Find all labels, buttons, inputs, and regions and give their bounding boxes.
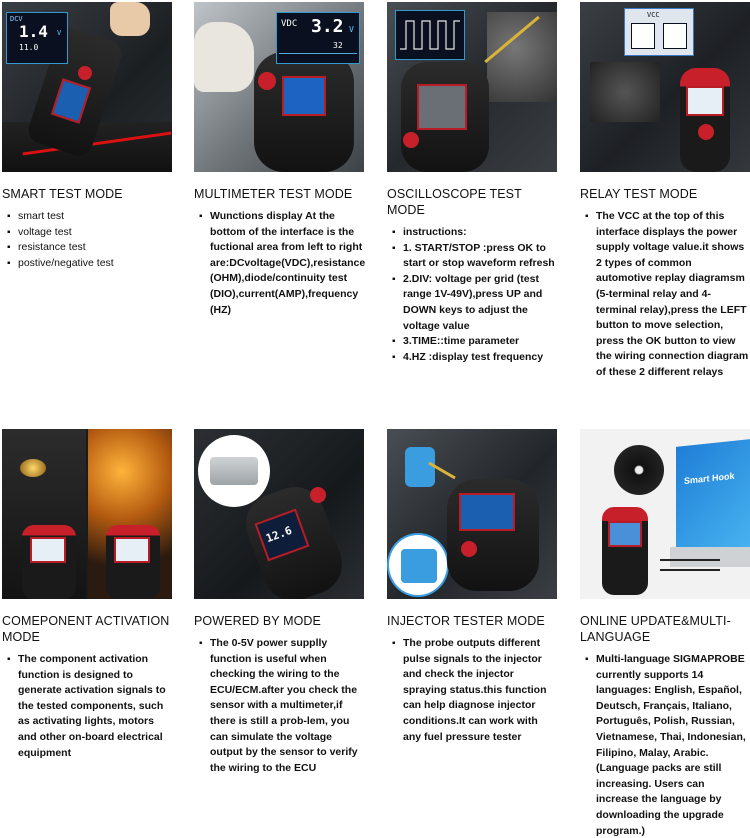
card-component-activation [2, 429, 172, 761]
oscilloscope-photo [387, 2, 557, 172]
list-item: ▪ The component activation function is designed to generate activation signals to the tested components, such as activating lights, motors and other on-board electrical equipment [8, 652, 172, 761]
injector-connector [405, 447, 435, 487]
card-title: ONLINE UPDATE&MULTI-LANGUAGE [580, 614, 731, 644]
device-screen [30, 537, 66, 563]
injector-photo [387, 429, 557, 599]
engine [487, 12, 557, 102]
device-screen [686, 86, 724, 116]
probe-device [680, 68, 730, 172]
bullet-list [194, 209, 364, 318]
bullet-list [387, 636, 557, 745]
card-title: SMART TEST MODE [2, 187, 123, 201]
injector-callout [387, 533, 449, 597]
device-screen [608, 521, 642, 547]
list-item: ▪ 1. START/STOP :press OK to start or stop waveform refresh [393, 241, 557, 272]
card-title: INJECTOR TESTER MODE [387, 614, 545, 628]
card-relay [580, 2, 750, 381]
device-screen [282, 76, 326, 116]
device-screen [114, 537, 150, 563]
screen-value: 1.4 [19, 22, 48, 41]
laptop-base [670, 547, 750, 567]
list-item: ▪ 2.DIV: voltage per grid (test range 1V-49V),press UP and DOWN keys to adjust the voltage value [393, 272, 557, 334]
bullet-list [580, 209, 750, 381]
card-title: COMEPONENT ACTIVATION MODE [2, 614, 170, 644]
list-item: ▪ resistance test [8, 240, 172, 256]
multimeter-photo [194, 2, 364, 172]
card-title: RELAY TEST MODE [580, 187, 698, 201]
screen-sub-value: 11.0 [19, 43, 39, 52]
list-item: ▪ voltage test [8, 225, 172, 241]
bullet-list [387, 225, 557, 365]
list-item: ▪ The 0-5V power supplly function is useful when checking the wiring to the ECU/ECM.after you check the sensor with a multimeter,if there is still a prob-lem, you can simulate the voltage output by the sensor to verify the wiring to the ECU [200, 636, 364, 776]
laptop-label: Smart Hook [684, 470, 735, 487]
smart-test-photo [2, 2, 172, 172]
screen-value: 12.6 [264, 523, 294, 546]
screen-mode-label: DCV [10, 15, 23, 23]
zoomed-screen [276, 12, 360, 64]
screen-mode-label: VDC [281, 19, 298, 29]
relay-4-terminal-icon [663, 23, 687, 49]
zoomed-screen [6, 12, 68, 64]
powered-by-photo [194, 429, 364, 599]
card-title: MULTIMETER TEST MODE [194, 187, 353, 201]
lamp-icon [20, 459, 46, 477]
screen-sub-value: 32 [333, 41, 343, 50]
ecu-callout [198, 435, 270, 507]
device-screen [417, 84, 467, 130]
list-item: ▪ The VCC at the top of this interface displays the power supply voltage value.it shows 2 types of common automotive replay diagramsm (5-terminal relay and 4-terminal relay),press the LEFT button to move selection, press the OK button to view the wiring connection diagram of these 2 different relays [586, 209, 750, 381]
card-oscilloscope [387, 2, 557, 365]
cable [660, 569, 720, 571]
injector-icon [401, 549, 437, 583]
ok-button-icon [78, 66, 92, 80]
function-bar [279, 53, 357, 60]
zoomed-screen [624, 8, 694, 56]
bullet-list [580, 652, 750, 838]
screen-unit: V [57, 29, 62, 37]
card-powered-by [194, 429, 364, 776]
relay-5-terminal-icon [631, 23, 655, 49]
list-item: ▪ smart test [8, 209, 172, 225]
ok-button-icon [403, 132, 419, 148]
relay-photo [580, 2, 750, 172]
laptop-screen [676, 439, 750, 557]
list-item: ▪ 4.HZ :display test frequency [393, 350, 557, 366]
ok-button-icon [258, 72, 276, 90]
bullet-list [2, 652, 172, 761]
screen-value: 3.2 [311, 16, 344, 37]
component-activation-photo [2, 429, 172, 599]
list-item: ▪ instructions: [393, 225, 557, 241]
bullet-list [194, 636, 364, 776]
list-item: ▪ postive/negative test [8, 256, 172, 272]
list-item: ▪ Wunctions display At the bottom of the interface is the fuctional area from left to right are:DCvoltage(VDC),resistance (OHM),diode/continuity test (DIO),current(AMP),frequency (HZ) [200, 209, 364, 318]
card-online-update [580, 429, 750, 838]
card-title: POWERED BY MODE [194, 614, 321, 628]
screen-unit: V [349, 25, 354, 34]
zoomed-screen [395, 10, 465, 60]
glove [194, 22, 254, 92]
list-item: ▪ Multi-language SIGMAPROBE currently supports 14 languages: English, Español, Deutsch, Français, Italiano, Português, Polish, Russian, Vietnamese, Thai, Indonesian, Filipino, Malay, Arabic. (Language packs are still increasing. Users can increase the language by downloading the upgrade program.) [586, 652, 750, 838]
waveform-icon [396, 11, 464, 59]
hand [110, 2, 150, 36]
card-injector [387, 429, 557, 745]
cd-icon [614, 445, 664, 495]
cable [660, 559, 720, 561]
screen-mode-label: VCC [647, 11, 660, 19]
ecu-icon [210, 457, 258, 485]
list-item: ▪ 3.TIME::time parameter [393, 334, 557, 350]
card-title: OSCILLOSCOPE TEST MODE [387, 187, 522, 217]
list-item: ▪ The probe outputs different pulse signals to the injector and check the injector spraying status.this function can help diagnose injector conditions.It can work with any fuel pressure tester [393, 636, 557, 745]
ok-button-icon [461, 541, 477, 557]
card-multimeter [194, 2, 364, 318]
online-update-photo [580, 429, 750, 599]
card-smart-test [2, 2, 172, 271]
device-screen [459, 493, 515, 531]
fuse-box [590, 62, 660, 122]
ok-button-icon [310, 487, 326, 503]
bullet-list [2, 209, 172, 271]
ok-button-icon [698, 124, 714, 140]
